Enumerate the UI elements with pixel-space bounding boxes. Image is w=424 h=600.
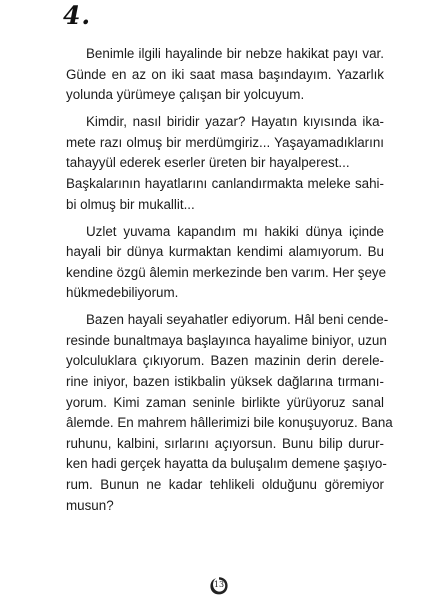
text-line: kendine özgü âlemin merkezinde ben varım. Her şeye — [66, 264, 387, 280]
paragraph — [66, 44, 384, 106]
text-line: Kimdir, nasıl biridir yazar? Hayatın kıyısında ika- — [86, 114, 384, 130]
text-line: Benimle ilgili hayalinde bir nebze hakikat payı var. — [86, 46, 384, 61]
text-line: âlemde. En mahrem hâllerimizi bile konuşuyoruz. Bana — [66, 415, 393, 431]
chapter-number: 4. — [63, 1, 92, 30]
text-line: ken hadi gerçek hayatta da buluşalım demene şaşıyo- — [66, 456, 387, 472]
paragraph — [66, 310, 393, 516]
body-text — [66, 44, 393, 523]
text-line: ruhunu, kalbini, sırlarını açıyorsun. Bunu bilip durur- — [66, 435, 384, 451]
text-line: musun? — [66, 497, 114, 513]
text-line: rine iniyor, bazen istikbalin yüksek dağlarına tırmanı- — [66, 374, 384, 390]
text-line: Başkalarının hayatlarını canlandırmakta meleke sahi- — [66, 175, 384, 191]
paragraph — [66, 222, 387, 304]
text-line: hayali bir dünya kurmaktan kendimi alamıyorum. Bu — [66, 244, 384, 260]
text-line: yorum. Kimi zaman seninle birlikte yürüyoruz sanal — [66, 394, 384, 410]
text-line: resinde bunaltmaya başlayınca hayalime biniyor, uzun — [66, 332, 387, 348]
text-line: bi olmuş bir mukallit... — [66, 196, 195, 212]
page-number-text: 13 — [213, 580, 225, 589]
text-line: yolunda yürümeye çalışan bir yolcuyum. — [66, 87, 305, 103]
text-line: tahayyül ederek eserler üreten bir hayalperest... — [66, 155, 350, 171]
text-line: Uzlet yuvama kapandım mı hakiki dünya içinde — [86, 223, 384, 239]
text-line: rum. Bunun ne kadar tehlikeli olduğunu göremiyor — [66, 477, 384, 493]
text-line: yolculuklara çıkıyorum. Bazen mazinin derin derele- — [66, 353, 384, 369]
text-line: Bazen hayali seyahatler ediyorum. Hâl beni cende- — [86, 312, 389, 328]
paragraph — [66, 112, 384, 215]
page-number — [208, 575, 230, 597]
text-line: Günde en az on iki saat masa başındayım. Yazarlık — [66, 66, 384, 82]
text-line: hükmedebiliyorum. — [66, 285, 179, 301]
text-line: mete razı olmuş bir merdümgiriz... Yaşayamadıklarını — [66, 134, 384, 150]
